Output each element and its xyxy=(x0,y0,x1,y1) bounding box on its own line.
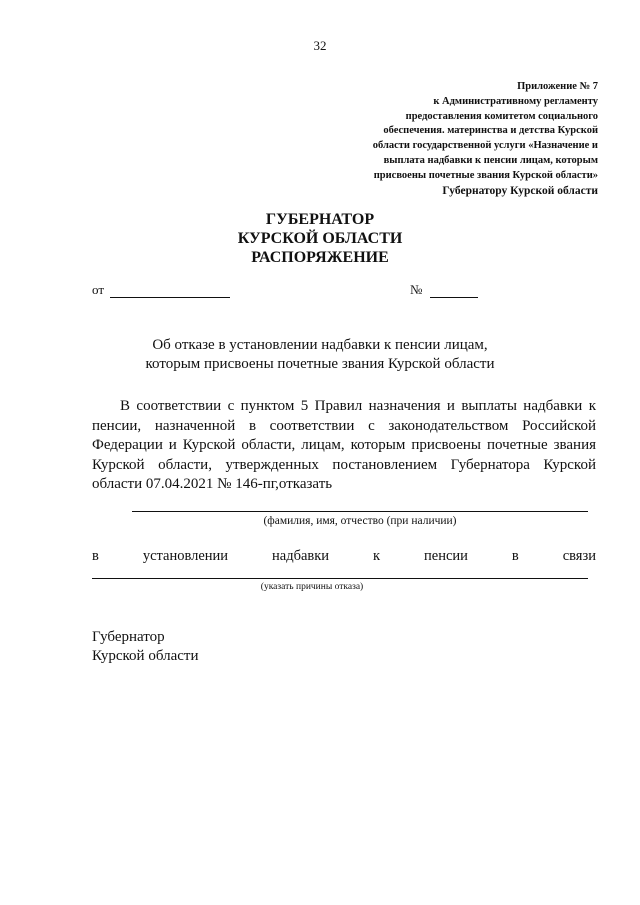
heading-region: КУРСКОЙ ОБЛАСТИ xyxy=(237,230,403,247)
annex-line: к Административному регламенту xyxy=(433,95,598,107)
reason-caption: (указать причины отказа) xyxy=(260,582,364,592)
title-line: Об отказе в установлении надбавки к пенсии лицам, xyxy=(152,337,488,353)
annex-block xyxy=(268,80,598,198)
refuse-word: в xyxy=(511,548,519,564)
heading-order: РАСПОРЯЖЕНИЕ xyxy=(251,249,389,266)
refuse-reason-row xyxy=(92,548,596,565)
date-blank-line xyxy=(110,297,230,298)
annex-line: присвоены почетные звания Курской области» xyxy=(373,169,598,181)
body-paragraph: В соответствии с пунктом 5 Правил назначения и выплаты надбавки к пенсии, назначенной в соответствии с законодательством Российской Федерации и Курской области, лицам, которым присвоены почетные звания Курской области, утвержденных постановлением Губернатора Курской области 07.04.2021 № 146-пг,отказать xyxy=(92,398,596,492)
annex-line: обеспечения. материнства и детства Курской xyxy=(383,125,598,137)
refuse-word: связи xyxy=(562,548,596,564)
annex-line: предоставления комитетом социального xyxy=(405,110,598,122)
title-line: которым присвоены почетные звания Курской области xyxy=(145,356,495,372)
date-label: от xyxy=(92,282,105,297)
annex-line: Приложение № 7 xyxy=(517,81,598,92)
refuse-word: пенсии xyxy=(424,548,468,564)
annex-addressee: Губернатору Курской области xyxy=(442,184,598,197)
document-title xyxy=(0,336,640,374)
number-label: № xyxy=(410,282,423,297)
heading-governor: ГУБЕРНАТОР xyxy=(265,211,375,228)
refuse-word: установлении xyxy=(142,548,229,564)
refuse-word: надбавки xyxy=(272,548,330,564)
signature-block xyxy=(92,628,198,666)
annex-line: области государственной услуги «Назначение и xyxy=(372,140,598,152)
document-heading xyxy=(0,210,640,267)
reason-blank-line xyxy=(92,578,588,579)
fio-blank-line xyxy=(132,511,588,512)
annex-line: выплата надбавки к пенсии лицам, которым xyxy=(383,154,598,166)
refuse-word: к xyxy=(373,548,381,564)
signature-title: Губернатор xyxy=(92,629,165,645)
signature-region: Курской области xyxy=(92,648,199,664)
fio-caption: (фамилия, имя, отчество (при наличии) xyxy=(263,515,457,527)
refuse-word: в xyxy=(92,548,99,564)
page-number: 32 xyxy=(313,38,327,53)
number-blank-line xyxy=(430,297,478,298)
